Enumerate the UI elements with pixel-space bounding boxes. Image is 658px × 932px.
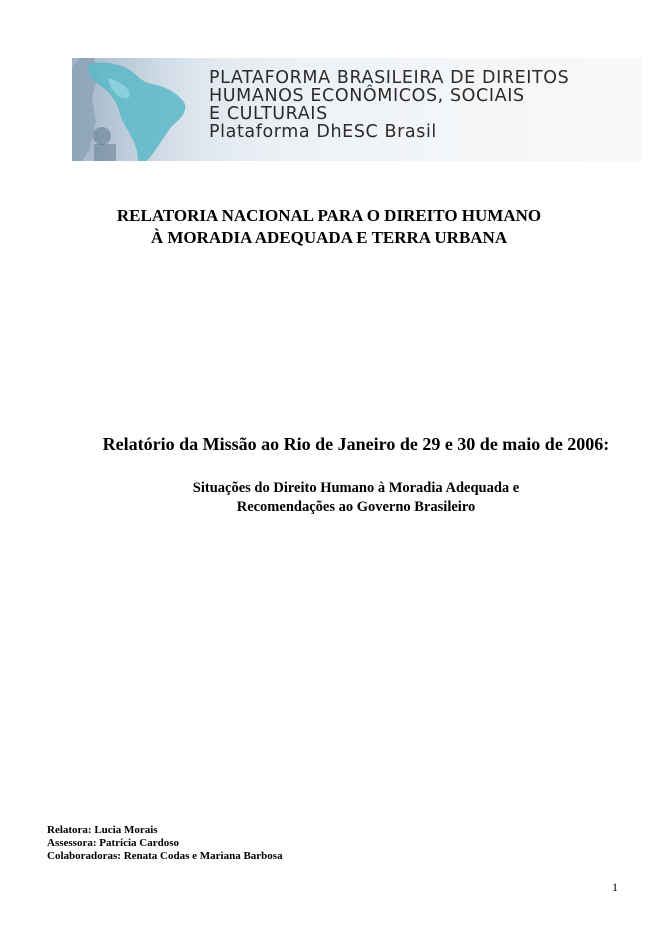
subtitle-line-1: Situações do Direito Humano à Moradia Adequada e bbox=[192, 480, 520, 496]
latin-america-map-icon bbox=[72, 58, 222, 161]
subtitle-line-2: Recomendações ao Governo Brasileiro bbox=[236, 499, 476, 515]
credit-colaboradoras: Colaboradoras: Renata Codas e Mariana Barbosa bbox=[47, 850, 283, 862]
mission-title: Relatório da Missão ao Rio de Janeiro de 29 e 30 de maio de 2006: bbox=[102, 434, 610, 454]
org-name-line-1: PLATAFORMA BRASILEIRA DE DIREITOS bbox=[209, 68, 570, 88]
credit-assessora: Assessora: Patrícia Cardoso bbox=[47, 837, 179, 849]
title-line-2: À MORADIA ADEQUADA E TERRA URBANA bbox=[150, 228, 508, 247]
org-name-line-2: HUMANOS ECONÔMICOS, SOCIAIS bbox=[209, 86, 525, 106]
credit-relatora: Relatora: Lucia Morais bbox=[47, 824, 158, 836]
title-line-1: RELATORIA NACIONAL PARA O DIREITO HUMANO bbox=[116, 206, 542, 225]
document-subtitle bbox=[0, 479, 658, 517]
document-title bbox=[0, 205, 658, 249]
org-name-line-4: Plataforma DhESC Brasil bbox=[209, 122, 437, 142]
page-number: 1 bbox=[612, 880, 618, 894]
header-banner bbox=[72, 58, 642, 161]
org-name-line-3: E CULTURAIS bbox=[209, 104, 328, 124]
credits bbox=[47, 824, 283, 863]
organization-name bbox=[209, 69, 569, 141]
